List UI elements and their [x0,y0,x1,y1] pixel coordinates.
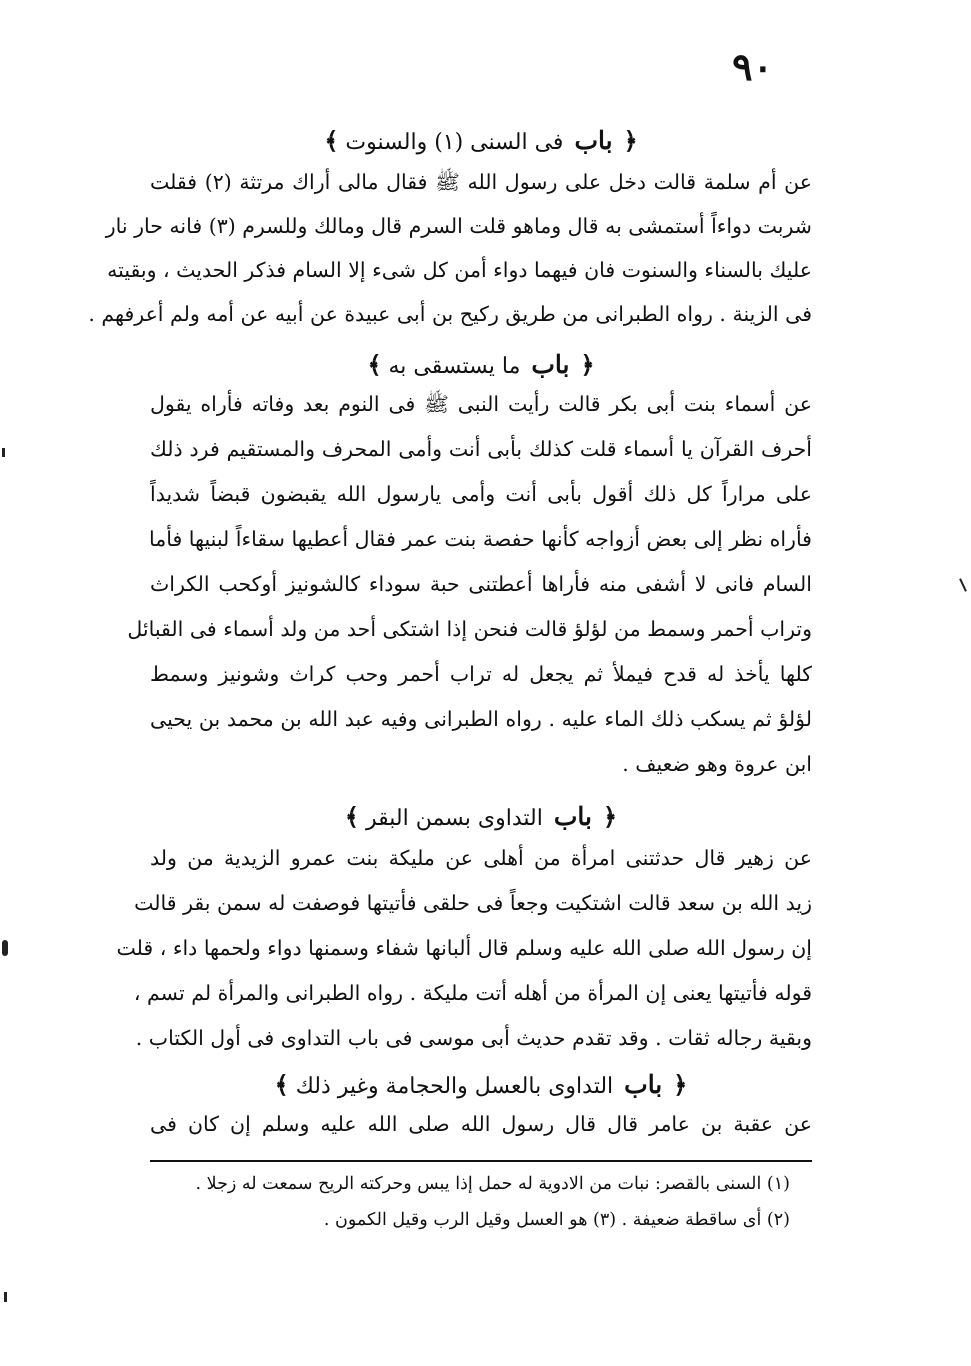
heading-close-bracket: ﴾ [324,126,339,155]
section-heading-samn-baqar [150,802,812,831]
scan-speck [2,448,5,457]
text-line: عليك بالسناء والسنوت فان فيهما دواء أمن كل شىء إلا السام فذكر الحديث ، وبقيته [107,258,812,282]
page-number: ٩٠ [732,44,773,89]
heading-title: فى السنى (١) والسنوت [345,130,564,155]
text-line: كلها يأخذ له قدح فيملأ ثم يجعل له تراب أحمر وحب كراث وشونيز وسمط [150,662,812,686]
text-line: قوله فأتيتها يعنى إن المرأة من أهله أتت مليكة . رواه الطبرانى والمرأة لم تسم ، [133,981,812,1005]
heading-keyword: باب [574,126,613,155]
text-line: عن أم سلمة قالت دخل على رسول الله ﷺ فقال مالى أراك مرتثة (٢) فقلت [150,170,812,194]
text-line: السام فانى لا أشفى منه فأراها أعطتنى حبة سوداء كالشونيز أوكحب الكراث [150,572,812,596]
text-line: على مراراً كل ذلك أقول بأبى أنت وأمى يارسول الله يقبضون قبضاً شديداً [150,482,812,506]
heading-open-bracket: ﴿ [603,802,618,831]
heading-close-bracket: ﴾ [344,802,359,831]
text-line: ابن عروة وهو ضعيف . [622,752,812,776]
section-heading-istisqa [150,350,812,379]
text-line: فأراه نظر إلى بعض أزواجه كأنها حفصة بنت عمر فقال أعطيها سقاءاً لبنيها فأما [149,527,812,551]
text-line: عن عقبة بن عامر قال قال رسول الله صلى الله عليه وسلم إن كان فى [150,1112,812,1136]
heading-title: ما يستسقى به [388,354,521,379]
heading-title: التداوى بالعسل والحجامة وغير ذلك [295,1074,614,1099]
text-line: لؤلؤ ثم يسكب ذلك الماء عليه . رواه الطبرانى وفيه عبد الله بن محمد بن يحيى [150,707,812,731]
footnote-2-3: (٢) أى ساقطة ضعيفة . (٣) هو العسل وقيل الرب وقيل الكمون . [323,1210,790,1230]
section-heading-sanna [150,126,812,155]
heading-open-bracket: ﴿ [673,1070,688,1099]
text-line: عن زهير قال حدثتنى امرأة من أهلى عن مليكة بنت عمرو الزيدية من ولد [150,846,812,870]
scan-speck [4,1292,7,1302]
section-heading-asal [150,1070,812,1099]
heading-keyword: باب [553,802,592,831]
footnote-separator [150,1160,812,1162]
text-line: فى الزينة . رواه الطبرانى من طريق ركيح بن أبى عبيدة عن أبيه عن أمه ولم أعرفهم . [88,302,812,326]
heading-keyword: باب [624,1070,663,1099]
heading-open-bracket: ﴿ [623,126,638,155]
text-line: شربت دواءاً أستمشى به قال وماهو قلت السرم قال ومالك وللسرم (٣) فانه حار نار [105,214,812,238]
heading-close-bracket: ﴾ [367,350,382,379]
text-line: إن رسول الله صلى الله عليه وسلم قال ألبانها شفاء وسمنها دواء ولحمها داء ، قلت [116,936,812,960]
heading-keyword: باب [531,350,570,379]
text-line: وبقية رجاله ثقات . وقد تقدم حديث أبى موسى فى باب التداوى فى أول الكتاب . [135,1026,812,1050]
text-line: عن أسماء بنت أبى بكر قالت رأيت النبى ﷺ فى النوم بعد وفاته فأراه يقول [150,392,812,416]
text-line: أحرف القرآن يا أسماء قلت كذلك بأبى أنت وأمى المحرف والمستقيم فرد ذلك [150,437,812,461]
scan-speck [959,578,967,592]
footnote-1: (١) السنى بالقصر: نبات من الادوية له حمل إذا يبس وحركته الريح سمعت له زجلا . [195,1174,790,1194]
scan-speck [2,940,8,956]
heading-title: التداوى بسمن البقر [365,806,543,831]
text-line: زيد الله بن سعد قالت اشتكيت وجعاً فى حلقى فأتيتها فوصفت له سمن بقر قالت [134,891,812,915]
heading-open-bracket: ﴿ [580,350,595,379]
text-line: وتراب أحمر وسمط من لؤلؤ قالت فنحن إذا اشتكى أحد من ولد أسماء فى القبائل [127,617,812,641]
heading-close-bracket: ﴾ [274,1070,289,1099]
